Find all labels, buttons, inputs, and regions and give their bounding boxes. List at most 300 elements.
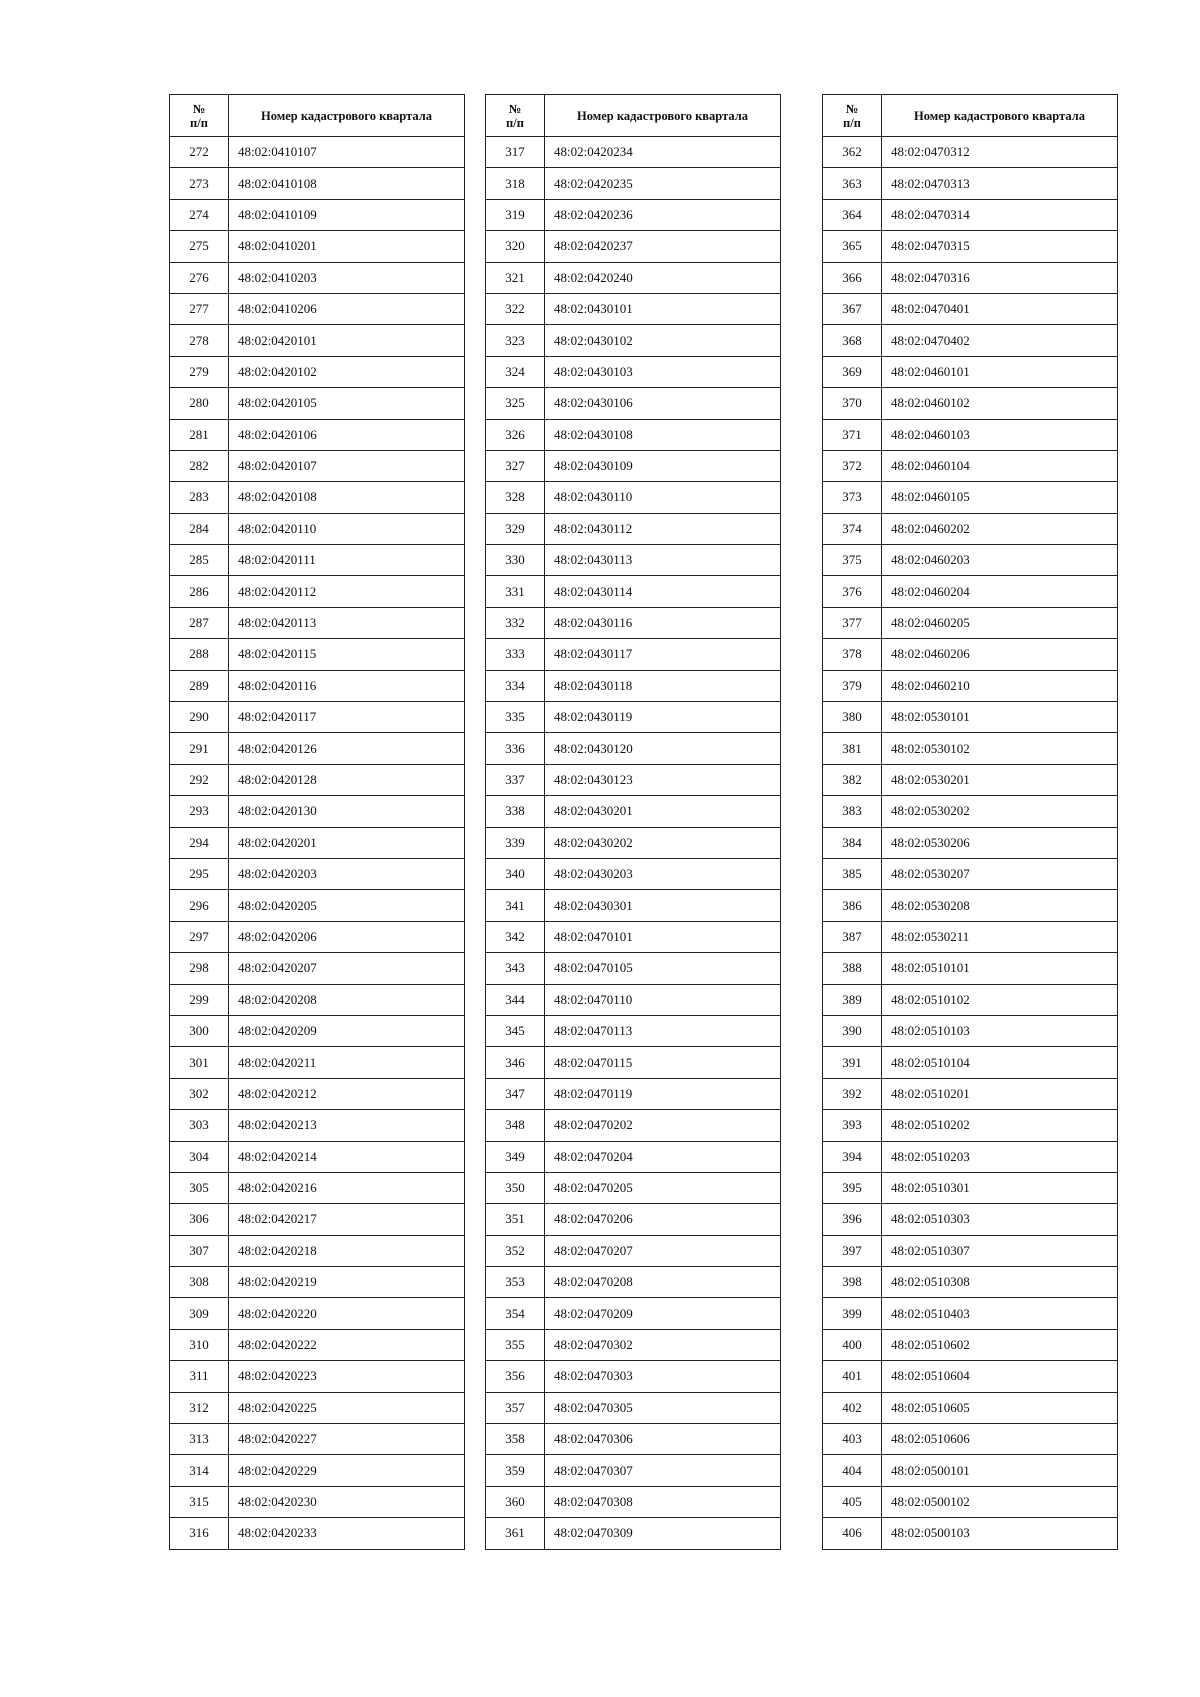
cadastral-quarter-number: 48:02:0530208 — [882, 890, 1118, 921]
header-cadastral-quarter: Номер кадастрового квартала — [882, 95, 1118, 137]
table-row — [170, 388, 465, 419]
row-number: 290 — [170, 702, 229, 733]
table-row — [486, 1204, 781, 1235]
row-number: 304 — [170, 1141, 229, 1172]
cadastral-quarter-number: 48:02:0420101 — [229, 325, 465, 356]
cadastral-quarter-number: 48:02:0420211 — [229, 1047, 465, 1078]
cadastral-quarter-number: 48:02:0470208 — [545, 1267, 781, 1298]
cadastral-quarter-number: 48:02:0420102 — [229, 356, 465, 387]
cadastral-quarter-number: 48:02:0530201 — [882, 764, 1118, 795]
table-row — [823, 702, 1118, 733]
row-number: 376 — [823, 576, 882, 607]
cadastral-quarter-number: 48:02:0430123 — [545, 764, 781, 795]
row-number: 346 — [486, 1047, 545, 1078]
row-number: 366 — [823, 262, 882, 293]
table-row — [486, 1392, 781, 1423]
cadastral-quarter-number: 48:02:0420130 — [229, 796, 465, 827]
row-number: 356 — [486, 1361, 545, 1392]
cadastral-quarter-number: 48:02:0470312 — [882, 137, 1118, 168]
row-number: 303 — [170, 1110, 229, 1141]
row-number: 311 — [170, 1361, 229, 1392]
table-row — [170, 921, 465, 952]
cadastral-quarter-number: 48:02:0420223 — [229, 1361, 465, 1392]
cadastral-quarter-number: 48:02:0420107 — [229, 450, 465, 481]
table-row — [486, 388, 781, 419]
row-number: 392 — [823, 1078, 882, 1109]
table-row — [170, 1486, 465, 1517]
table-row — [170, 356, 465, 387]
row-number: 277 — [170, 293, 229, 324]
cadastral-quarter-number: 48:02:0470401 — [882, 293, 1118, 324]
row-number: 329 — [486, 513, 545, 544]
table-row — [486, 325, 781, 356]
table-row — [823, 858, 1118, 889]
table-row — [170, 1235, 465, 1266]
table-row — [170, 293, 465, 324]
table-row — [486, 890, 781, 921]
table-row — [823, 231, 1118, 262]
row-number: 280 — [170, 388, 229, 419]
table-row — [823, 1110, 1118, 1141]
table-row — [823, 1455, 1118, 1486]
row-number: 272 — [170, 137, 229, 168]
row-number: 385 — [823, 858, 882, 889]
table-row — [823, 1329, 1118, 1360]
row-number: 295 — [170, 858, 229, 889]
cadastral-quarter-number: 48:02:0430114 — [545, 576, 781, 607]
row-number: 287 — [170, 607, 229, 638]
cadastral-quarter-number: 48:02:0420229 — [229, 1455, 465, 1486]
row-number: 312 — [170, 1392, 229, 1423]
cadastral-quarter-number: 48:02:0470305 — [545, 1392, 781, 1423]
table-row — [486, 231, 781, 262]
cadastral-quarter-number: 48:02:0410108 — [229, 168, 465, 199]
row-number: 322 — [486, 293, 545, 324]
cadastral-quarter-number: 48:02:0460203 — [882, 545, 1118, 576]
cadastral-quarter-number: 48:02:0530101 — [882, 702, 1118, 733]
cadastral-quarter-number: 48:02:0510203 — [882, 1141, 1118, 1172]
table-row — [486, 1078, 781, 1109]
table-row — [170, 639, 465, 670]
cadastral-quarter-number: 48:02:0510606 — [882, 1424, 1118, 1455]
row-number: 284 — [170, 513, 229, 544]
table-row — [486, 733, 781, 764]
row-number: 368 — [823, 325, 882, 356]
cadastral-quarter-number: 48:02:0470207 — [545, 1235, 781, 1266]
table-row — [823, 1047, 1118, 1078]
cadastral-quarter-number: 48:02:0510602 — [882, 1329, 1118, 1360]
row-number: 273 — [170, 168, 229, 199]
row-number: 386 — [823, 890, 882, 921]
cadastral-quarter-number: 48:02:0410201 — [229, 231, 465, 262]
cadastral-quarter-number: 48:02:0410107 — [229, 137, 465, 168]
table-row — [170, 482, 465, 513]
row-number: 363 — [823, 168, 882, 199]
cadastral-quarter-number: 48:02:0510202 — [882, 1110, 1118, 1141]
table-row — [486, 1141, 781, 1172]
cadastral-quarter-number: 48:02:0420236 — [545, 199, 781, 230]
row-number: 285 — [170, 545, 229, 576]
cadastral-quarter-number: 48:02:0510403 — [882, 1298, 1118, 1329]
table-header-row — [486, 95, 781, 137]
cadastral-quarter-number: 48:02:0420234 — [545, 137, 781, 168]
cadastral-quarter-number: 48:02:0430301 — [545, 890, 781, 921]
row-number: 378 — [823, 639, 882, 670]
table-row — [486, 1361, 781, 1392]
row-number: 401 — [823, 1361, 882, 1392]
cadastral-quarter-number: 48:02:0420203 — [229, 858, 465, 889]
table-row — [170, 137, 465, 168]
cadastral-quarter-number: 48:02:0420213 — [229, 1110, 465, 1141]
row-number: 325 — [486, 388, 545, 419]
table-row — [170, 827, 465, 858]
table-row — [823, 293, 1118, 324]
cadastral-quarter-number: 48:02:0530102 — [882, 733, 1118, 764]
cadastral-quarter-number: 48:02:0430112 — [545, 513, 781, 544]
table-row — [486, 545, 781, 576]
table-row — [486, 1110, 781, 1141]
row-number: 388 — [823, 953, 882, 984]
row-number: 336 — [486, 733, 545, 764]
table-row — [823, 450, 1118, 481]
header-number-abbrev: п/п — [190, 115, 208, 130]
row-number: 342 — [486, 921, 545, 952]
row-number: 358 — [486, 1424, 545, 1455]
row-number: 282 — [170, 450, 229, 481]
cadastral-quarter-number: 48:02:0500102 — [882, 1486, 1118, 1517]
table-row — [170, 1078, 465, 1109]
table-row — [823, 670, 1118, 701]
table-row — [170, 764, 465, 795]
table-row — [170, 1329, 465, 1360]
table-row — [486, 858, 781, 889]
row-number: 355 — [486, 1329, 545, 1360]
row-number: 380 — [823, 702, 882, 733]
cadastral-quarter-number: 48:02:0460104 — [882, 450, 1118, 481]
cadastral-quarter-number: 48:02:0460105 — [882, 482, 1118, 513]
table-row — [170, 545, 465, 576]
row-number: 343 — [486, 953, 545, 984]
row-number: 275 — [170, 231, 229, 262]
row-number: 354 — [486, 1298, 545, 1329]
row-number: 394 — [823, 1141, 882, 1172]
row-number: 382 — [823, 764, 882, 795]
table-row — [486, 356, 781, 387]
row-number: 297 — [170, 921, 229, 952]
row-number: 375 — [823, 545, 882, 576]
row-number: 405 — [823, 1486, 882, 1517]
table-row — [823, 482, 1118, 513]
row-number: 320 — [486, 231, 545, 262]
cadastral-quarter-number: 48:02:0420113 — [229, 607, 465, 638]
cadastral-quarter-number: 48:02:0420222 — [229, 1329, 465, 1360]
row-number: 339 — [486, 827, 545, 858]
cadastral-quarter-number: 48:02:0470313 — [882, 168, 1118, 199]
cadastral-quarter-number: 48:02:0470402 — [882, 325, 1118, 356]
row-number: 341 — [486, 890, 545, 921]
row-number: 340 — [486, 858, 545, 889]
row-number: 293 — [170, 796, 229, 827]
row-number: 309 — [170, 1298, 229, 1329]
cadastral-quarter-number: 48:02:0470115 — [545, 1047, 781, 1078]
row-number: 314 — [170, 1455, 229, 1486]
cadastral-quarter-number: 48:02:0430110 — [545, 482, 781, 513]
cadastral-quarter-number: 48:02:0510307 — [882, 1235, 1118, 1266]
table-row — [170, 670, 465, 701]
cadastral-quarter-number: 48:02:0470307 — [545, 1455, 781, 1486]
row-number: 350 — [486, 1172, 545, 1203]
table-body — [486, 137, 781, 1550]
row-number: 364 — [823, 199, 882, 230]
table-row — [486, 1455, 781, 1486]
table-row — [823, 1204, 1118, 1235]
table-row — [823, 607, 1118, 638]
cadastral-table-2 — [485, 94, 781, 1550]
table-row — [170, 1518, 465, 1549]
row-number: 402 — [823, 1392, 882, 1423]
cadastral-quarter-number: 48:02:0460210 — [882, 670, 1118, 701]
cadastral-quarter-number: 48:02:0430201 — [545, 796, 781, 827]
row-number: 389 — [823, 984, 882, 1015]
cadastral-quarter-number: 48:02:0470204 — [545, 1141, 781, 1172]
table-row — [486, 419, 781, 450]
cadastral-quarter-number: 48:02:0500103 — [882, 1518, 1118, 1549]
table-row — [823, 733, 1118, 764]
cadastral-quarter-number: 48:02:0470308 — [545, 1486, 781, 1517]
cadastral-quarter-number: 48:02:0510101 — [882, 953, 1118, 984]
table-row — [170, 984, 465, 1015]
row-number: 281 — [170, 419, 229, 450]
table-row — [170, 419, 465, 450]
table-row — [170, 450, 465, 481]
cadastral-quarter-number: 48:02:0460103 — [882, 419, 1118, 450]
row-number: 396 — [823, 1204, 882, 1235]
row-number: 377 — [823, 607, 882, 638]
cadastral-quarter-number: 48:02:0530206 — [882, 827, 1118, 858]
table-row — [486, 137, 781, 168]
table-body — [170, 137, 465, 1550]
cadastral-quarter-number: 48:02:0430102 — [545, 325, 781, 356]
table-row — [823, 796, 1118, 827]
cadastral-quarter-number: 48:02:0420208 — [229, 984, 465, 1015]
cadastral-quarter-number: 48:02:0420105 — [229, 388, 465, 419]
table-row — [486, 262, 781, 293]
header-number-symbol: № — [192, 101, 206, 116]
cadastral-quarter-number: 48:02:0470314 — [882, 199, 1118, 230]
cadastral-quarter-number: 48:02:0510201 — [882, 1078, 1118, 1109]
table-row — [170, 890, 465, 921]
cadastral-quarter-number: 48:02:0430117 — [545, 639, 781, 670]
cadastral-quarter-number: 48:02:0460205 — [882, 607, 1118, 638]
cadastral-quarter-number: 48:02:0420227 — [229, 1424, 465, 1455]
row-number: 381 — [823, 733, 882, 764]
table-row — [823, 1078, 1118, 1109]
cadastral-quarter-number: 48:02:0420117 — [229, 702, 465, 733]
row-number: 338 — [486, 796, 545, 827]
table-row — [170, 1110, 465, 1141]
row-number: 307 — [170, 1235, 229, 1266]
table-row — [486, 1329, 781, 1360]
row-number: 404 — [823, 1455, 882, 1486]
row-number: 390 — [823, 1015, 882, 1046]
table-row — [486, 513, 781, 544]
row-number: 278 — [170, 325, 229, 356]
cadastral-quarter-number: 48:02:0470101 — [545, 921, 781, 952]
header-number — [823, 95, 882, 137]
cadastral-quarter-number: 48:02:0430103 — [545, 356, 781, 387]
table-row — [486, 1486, 781, 1517]
cadastral-quarter-number: 48:02:0470206 — [545, 1204, 781, 1235]
row-number: 398 — [823, 1267, 882, 1298]
cadastral-quarter-number: 48:02:0420218 — [229, 1235, 465, 1266]
cadastral-table-1 — [169, 94, 465, 1550]
table-row — [486, 1172, 781, 1203]
cadastral-quarter-number: 48:02:0500101 — [882, 1455, 1118, 1486]
row-number: 321 — [486, 262, 545, 293]
row-number: 330 — [486, 545, 545, 576]
cadastral-quarter-number: 48:02:0420110 — [229, 513, 465, 544]
table-row — [170, 576, 465, 607]
row-number: 351 — [486, 1204, 545, 1235]
table-row — [486, 1518, 781, 1549]
cadastral-quarter-number: 48:02:0470303 — [545, 1361, 781, 1392]
table-row — [170, 199, 465, 230]
row-number: 348 — [486, 1110, 545, 1141]
row-number: 313 — [170, 1424, 229, 1455]
table-row — [170, 1298, 465, 1329]
cadastral-quarter-number: 48:02:0420219 — [229, 1267, 465, 1298]
table-row — [823, 388, 1118, 419]
cadastral-quarter-number: 48:02:0430203 — [545, 858, 781, 889]
table-row — [823, 890, 1118, 921]
row-number: 359 — [486, 1455, 545, 1486]
cadastral-quarter-number: 48:02:0470113 — [545, 1015, 781, 1046]
cadastral-quarter-number: 48:02:0430101 — [545, 293, 781, 324]
table-row — [170, 168, 465, 199]
cadastral-quarter-number: 48:02:0460206 — [882, 639, 1118, 670]
row-number: 301 — [170, 1047, 229, 1078]
row-number: 365 — [823, 231, 882, 262]
row-number: 384 — [823, 827, 882, 858]
cadastral-quarter-number: 48:02:0470110 — [545, 984, 781, 1015]
header-number — [170, 95, 229, 137]
cadastral-quarter-number: 48:02:0470302 — [545, 1329, 781, 1360]
cadastral-quarter-number: 48:02:0420111 — [229, 545, 465, 576]
cadastral-quarter-number: 48:02:0420128 — [229, 764, 465, 795]
cadastral-quarter-number: 48:02:0470306 — [545, 1424, 781, 1455]
cadastral-quarter-number: 48:02:0510303 — [882, 1204, 1118, 1235]
row-number: 370 — [823, 388, 882, 419]
header-cadastral-quarter: Номер кадастрового квартала — [545, 95, 781, 137]
cadastral-quarter-number: 48:02:0470105 — [545, 953, 781, 984]
header-number-symbol: № — [845, 101, 859, 116]
cadastral-quarter-number: 48:02:0420225 — [229, 1392, 465, 1423]
table-row — [823, 1298, 1118, 1329]
table-row — [823, 984, 1118, 1015]
table-row — [486, 1267, 781, 1298]
table-row — [823, 1361, 1118, 1392]
cadastral-quarter-number: 48:02:0430113 — [545, 545, 781, 576]
table-row — [170, 1361, 465, 1392]
table-row — [486, 984, 781, 1015]
row-number: 294 — [170, 827, 229, 858]
row-number: 383 — [823, 796, 882, 827]
cadastral-quarter-number: 48:02:0510102 — [882, 984, 1118, 1015]
row-number: 310 — [170, 1329, 229, 1360]
cadastral-quarter-number: 48:02:0420212 — [229, 1078, 465, 1109]
cadastral-quarter-number: 48:02:0420106 — [229, 419, 465, 450]
row-number: 299 — [170, 984, 229, 1015]
cadastral-quarter-number: 48:02:0430109 — [545, 450, 781, 481]
table-row — [486, 764, 781, 795]
table-row — [170, 1424, 465, 1455]
row-number: 353 — [486, 1267, 545, 1298]
cadastral-quarter-number: 48:02:0410206 — [229, 293, 465, 324]
table-row — [823, 325, 1118, 356]
table-row — [486, 827, 781, 858]
cadastral-quarter-number: 48:02:0420217 — [229, 1204, 465, 1235]
table-row — [486, 639, 781, 670]
table-row — [486, 1298, 781, 1329]
table-row — [486, 953, 781, 984]
table-row — [823, 1267, 1118, 1298]
table-row — [823, 576, 1118, 607]
table-row — [823, 419, 1118, 450]
row-number: 361 — [486, 1518, 545, 1549]
cadastral-quarter-number: 48:02:0460204 — [882, 576, 1118, 607]
cadastral-quarter-number: 48:02:0430120 — [545, 733, 781, 764]
cadastral-quarter-number: 48:02:0460102 — [882, 388, 1118, 419]
cadastral-quarter-number: 48:02:0420115 — [229, 639, 465, 670]
cadastral-quarter-number: 48:02:0530202 — [882, 796, 1118, 827]
row-number: 283 — [170, 482, 229, 513]
row-number: 326 — [486, 419, 545, 450]
row-number: 328 — [486, 482, 545, 513]
row-number: 373 — [823, 482, 882, 513]
table-row — [486, 1235, 781, 1266]
row-number: 317 — [486, 137, 545, 168]
cadastral-quarter-number: 48:02:0420126 — [229, 733, 465, 764]
table-row — [823, 545, 1118, 576]
table-row — [170, 1455, 465, 1486]
cadastral-quarter-number: 48:02:0510604 — [882, 1361, 1118, 1392]
row-number: 371 — [823, 419, 882, 450]
table-row — [486, 168, 781, 199]
table-header-row — [823, 95, 1118, 137]
row-number: 374 — [823, 513, 882, 544]
table-row — [170, 1141, 465, 1172]
cadastral-quarter-number: 48:02:0470309 — [545, 1518, 781, 1549]
row-number: 308 — [170, 1267, 229, 1298]
cadastral-quarter-number: 48:02:0470316 — [882, 262, 1118, 293]
table-row — [486, 1015, 781, 1046]
row-number: 286 — [170, 576, 229, 607]
row-number: 298 — [170, 953, 229, 984]
table-row — [170, 607, 465, 638]
table-row — [170, 1267, 465, 1298]
table-row — [823, 168, 1118, 199]
table-row — [170, 262, 465, 293]
cadastral-quarter-number: 48:02:0470119 — [545, 1078, 781, 1109]
row-number: 367 — [823, 293, 882, 324]
cadastral-quarter-number: 48:02:0510308 — [882, 1267, 1118, 1298]
cadastral-quarter-number: 48:02:0420237 — [545, 231, 781, 262]
cadastral-quarter-number: 48:02:0510103 — [882, 1015, 1118, 1046]
table-row — [823, 639, 1118, 670]
cadastral-quarter-number: 48:02:0510605 — [882, 1392, 1118, 1423]
row-number: 315 — [170, 1486, 229, 1517]
cadastral-quarter-number: 48:02:0530211 — [882, 921, 1118, 952]
